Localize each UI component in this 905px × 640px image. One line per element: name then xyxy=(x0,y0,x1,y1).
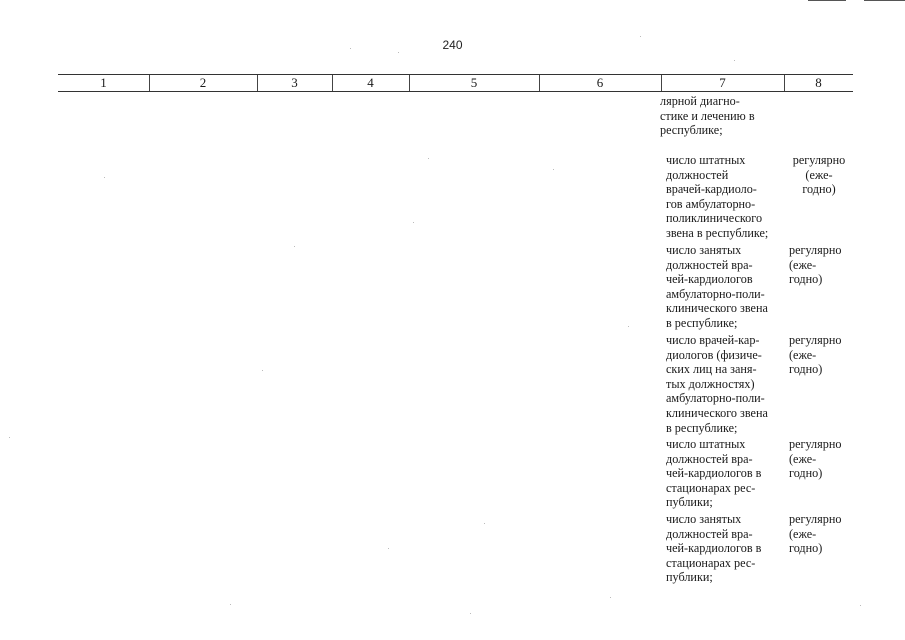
text-line: чей-кардиологов xyxy=(666,272,753,287)
text-line: годно) xyxy=(789,362,823,377)
top-edge-rule xyxy=(864,0,905,1)
text-line: должностей вра- xyxy=(666,526,753,541)
text-line: годно) xyxy=(789,541,823,556)
continued-fragment xyxy=(660,94,755,138)
scan-speck xyxy=(553,169,554,170)
column-header-8: 8 xyxy=(815,75,822,90)
scan-speck xyxy=(860,605,861,606)
text-line: клинического звена xyxy=(666,301,768,316)
scan-speck xyxy=(230,604,231,605)
text-line: (еже- xyxy=(789,526,817,541)
text-line: (еже- xyxy=(789,257,817,272)
text-line: (еже- xyxy=(789,451,817,466)
frequency-entry xyxy=(789,512,841,556)
scan-speck xyxy=(262,370,263,371)
scan-speck xyxy=(9,437,10,438)
text-line: регулярно xyxy=(789,512,842,526)
text-line: лярной диагно- xyxy=(660,94,740,108)
frequency-entry xyxy=(789,243,841,287)
table-header-row xyxy=(58,74,853,92)
column-header-2: 2 xyxy=(199,75,207,90)
text-line: клинического звена xyxy=(666,405,768,420)
scan-speck xyxy=(294,246,295,247)
top-edge-rule xyxy=(808,0,846,1)
text-line: публики; xyxy=(666,570,713,585)
text-line: (еже- xyxy=(805,167,833,182)
text-line: регулярно xyxy=(792,153,846,167)
indicator-entry xyxy=(666,437,761,510)
text-line: поликлинического xyxy=(666,211,763,226)
text-line: республике; xyxy=(660,123,723,138)
frequency-entry xyxy=(789,437,841,481)
text-line: число врачей-кар- xyxy=(666,333,760,347)
text-line: годно) xyxy=(789,272,823,287)
page-number: 240 xyxy=(442,38,463,52)
text-line: число занятых xyxy=(666,243,742,257)
text-line: число штатных xyxy=(666,437,746,451)
text-line: число штатных xyxy=(666,153,746,167)
text-line: должностей xyxy=(666,167,729,182)
text-line: звена в республике; xyxy=(666,225,769,240)
text-line: амбулаторно-поли- xyxy=(666,391,765,406)
text-line: должностей вра- xyxy=(666,257,753,272)
indicator-entry xyxy=(666,333,768,435)
indicator-entry xyxy=(666,243,768,331)
scan-speck xyxy=(413,222,414,223)
text-line: чей-кардиологов в xyxy=(666,541,762,556)
scan-speck xyxy=(484,523,485,524)
scan-speck xyxy=(428,158,429,159)
column-header-6: 6 xyxy=(596,75,604,90)
text-line: чей-кардиологов в xyxy=(666,466,762,481)
text-line: гов амбулаторно- xyxy=(666,196,756,211)
text-line: в республике; xyxy=(666,420,738,435)
text-line: стационарах рес- xyxy=(666,555,756,570)
text-line: годно) xyxy=(789,466,823,481)
scan-speck xyxy=(628,326,629,327)
column-header-3: 3 xyxy=(291,75,298,90)
column-header-1: 1 xyxy=(100,75,107,90)
indicator-entry xyxy=(666,512,761,585)
text-line: (еже- xyxy=(789,347,817,362)
scan-speck xyxy=(734,60,735,61)
text-line: стационарах рес- xyxy=(666,480,756,495)
column-header-5: 5 xyxy=(470,75,478,90)
text-line: регулярно xyxy=(789,333,842,347)
scan-speck xyxy=(398,52,399,53)
scan-speck xyxy=(610,597,611,598)
text-line: число занятых xyxy=(666,512,742,526)
text-line: в республике; xyxy=(666,315,738,330)
text-line: врачей-кардиоло- xyxy=(666,182,757,197)
text-line: амбулаторно-поли- xyxy=(666,286,765,301)
scan-speck xyxy=(104,177,105,178)
column-header-4: 4 xyxy=(367,75,374,90)
text-line: ских лиц на заня- xyxy=(666,362,757,377)
text-line: тых должностях) xyxy=(666,376,755,391)
indicator-entry xyxy=(666,153,768,241)
scan-speck xyxy=(640,36,641,37)
text-line: публики; xyxy=(666,495,713,510)
column-header-7: 7 xyxy=(719,75,726,90)
text-line: регулярно xyxy=(789,437,842,451)
frequency-entry xyxy=(789,333,841,377)
text-line: диологов (физиче- xyxy=(666,347,762,362)
scan-speck xyxy=(470,613,471,614)
text-line: регулярно xyxy=(789,243,842,257)
text-line: годно) xyxy=(802,182,836,197)
scan-speck xyxy=(350,48,351,49)
scan-speck xyxy=(388,548,389,549)
text-line: стике и лечению в xyxy=(660,108,755,123)
frequency-entry xyxy=(789,153,849,197)
text-line: должностей вра- xyxy=(666,451,753,466)
